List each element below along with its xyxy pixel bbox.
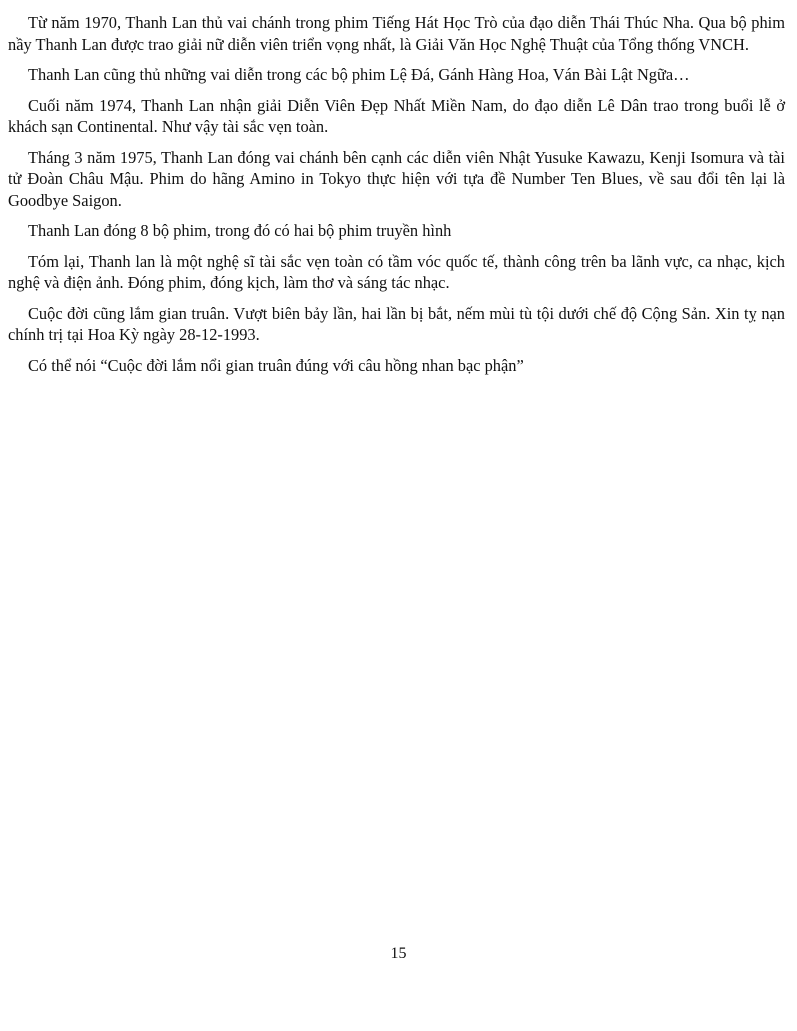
paragraph-2: Thanh Lan cũng thủ những vai diễn trong các bộ phim Lệ Đá, Gánh Hàng Hoa, Ván Bài Lật Ngữa… bbox=[28, 65, 690, 84]
page-number: 15 bbox=[390, 945, 407, 962]
paragraph-3: Cuối năm 1974, Thanh Lan nhận giải Diễn Viên Đẹp Nhất Miền Nam, do đạo diễn Lê Dân trao trong buổi lễ ở khách sạn Continental. Như vậy tài sắc vẹn toàn. bbox=[8, 95, 785, 136]
paragraph-4: Tháng 3 năm 1975, Thanh Lan đóng vai chánh bên cạnh các diễn viên Nhật Yusuke Kawazu, Kenji Isomura và tài tử Đoàn Châu Mậu. Phim do hãng Amino in Tokyo thực hiện với tựa đề Number Ten Blues, về sau đổi tên lại là Goodbye Saigon. bbox=[8, 147, 785, 210]
paragraph-6: Tóm lại, Thanh lan là một nghệ sĩ tài sắc vẹn toàn có tầm vóc quốc tế, thành công trên ba lãnh vực, ca nhạc, kịch nghệ và điện ảnh. Đóng phim, đóng kịch, làm thơ và sáng tác nhạc. bbox=[8, 251, 785, 292]
body-text bbox=[8, 12, 785, 385]
paragraph-1: Từ năm 1970, Thanh Lan thủ vai chánh trong phim Tiếng Hát Học Trò của đạo diễn Thái Thúc Nha. Qua bộ phim nầy Thanh Lan được trao giải nữ diễn viên triển vọng nhất, là Giải Văn Học Nghệ Thuật của Tổng thống VNCH. bbox=[8, 13, 785, 54]
paragraph-7: Cuộc đời cũng lắm gian truân. Vượt biên bảy lần, hai lần bị bắt, nếm mùi tù tội dưới chế độ Cộng Sản. Xin tỵ nạn chính trị tại Hoa Kỳ ngày 28-12-1993. bbox=[8, 303, 785, 344]
paragraph-8: Có thể nói “Cuộc đời lắm nổi gian truân đúng với câu hồng nhan bạc phận” bbox=[28, 355, 524, 375]
paragraph-5: Thanh Lan đóng 8 bộ phim, trong đó có hai bộ phim truyền hình bbox=[28, 221, 452, 240]
